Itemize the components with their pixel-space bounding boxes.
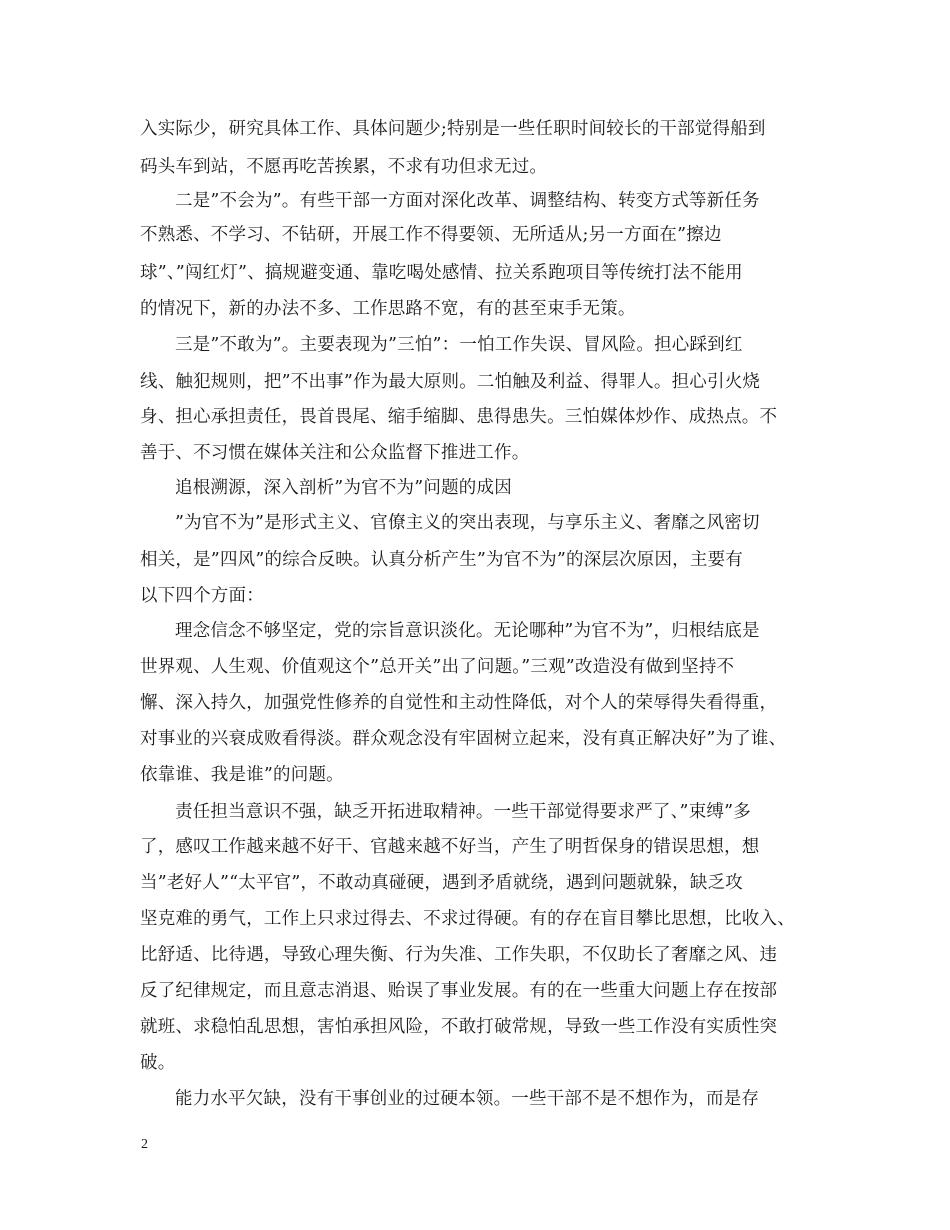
text-line: 了，感叹工作越来越不好干、官越来越不好当，产生了明哲保身的错误思想，想 bbox=[140, 837, 760, 857]
text-line: 对事业的兴衰成败看得淡。群众观念没有牢固树立起来，没有真正解决好”为了谁、 bbox=[140, 729, 787, 749]
paragraph-first-line: 二是”不会为”。有些干部一方面对深化改革、调整结构、转变方式等新任务 bbox=[175, 191, 760, 211]
page-number: 2 bbox=[141, 1137, 148, 1152]
text-line: 以下四个方面： bbox=[140, 586, 264, 606]
text-line: 依靠谁、我是谁”的问题。 bbox=[140, 765, 344, 785]
section-heading: 追根溯源，深入剖析”为官不为”问题的成因 bbox=[175, 478, 512, 498]
paragraph-first-line: 责任担当意识不强，缺乏开拓进取精神。一些干部觉得要求严了、”束缚”多 bbox=[175, 802, 751, 822]
text-line: 不熟悉、不学习、不钻研，开展工作不得要领、无所适从;另一方面在”擦边 bbox=[140, 225, 722, 245]
paragraph-first-line: 能力水平欠缺，没有干事创业的过硬本领。一些干部不是不想作为，而是存 bbox=[175, 1089, 760, 1109]
text-line: 码头车到站，不愿再吃苦挨累，不求有功但求无过。 bbox=[140, 157, 548, 177]
paragraph-first-line: ”为官不为”是形式主义、官僚主义的突出表现，与享乐主义、奢靡之风密切 bbox=[175, 513, 760, 533]
text-line: 的情况下，新的办法不多、工作思路不宽，有的甚至束手无策。 bbox=[140, 299, 636, 319]
text-line: 坚克难的勇气，工作上只求过得去、不求过得硬。有的存在盲目攀比思想，比收入、 bbox=[140, 909, 795, 929]
text-line: 入实际少，研究具体工作、具体问题少;特别是一些任职时间较长的干部觉得船到 bbox=[140, 119, 766, 139]
text-line: 破。 bbox=[140, 1053, 176, 1073]
text-line: 比舒适、比待遇，导致心理失衡、行为失准、工作失职，不仅助长了奢靡之风、违 bbox=[140, 945, 778, 965]
text-line: 就班、求稳怕乱思想，害怕承担风险，不敢打破常规，导致一些工作没有实质性突 bbox=[140, 1017, 778, 1037]
text-line: 懈、深入持久，加强党性修养的自觉性和主动性降低，对个人的荣辱得失看得重， bbox=[140, 693, 778, 713]
text-line: 身、担心承担责任，畏首畏尾、缩手缩脚、患得患失。三怕媒体炒作、成热点。不 bbox=[140, 407, 778, 427]
paragraph-first-line: 三是”不敢为”。主要表现为”三怕”：一怕工作失误、冒风险。担心踩到红 bbox=[175, 335, 743, 355]
text-line: 球”、”闯红灯”、搞规避变通、靠吃喝处感情、拉关系跑项目等传统打法不能用 bbox=[140, 263, 743, 283]
paragraph-first-line: 理念信念不够坚定，党的宗旨意识淡化。无论哪种”为官不为”，归根结底是 bbox=[175, 621, 760, 641]
text-line: 线、触犯规则，把”不出事”作为最大原则。二怕触及利益、得罪人。担心引火烧 bbox=[140, 372, 761, 392]
text-line: 世界观、人生观、价值观这个”总开关”出了问题。”三观”改造没有做到坚持不 bbox=[140, 657, 735, 677]
text-line: 善于、不习惯在媒体关注和公众监督下推进工作。 bbox=[140, 443, 530, 463]
text-line: 相关，是”四风”的综合反映。认真分析产生”为官不为”的深层次原因，主要有 bbox=[140, 550, 743, 570]
text-line: 反了纪律规定，而且意志消退、贻误了事业发展。有的在一些重大问题上存在按部 bbox=[140, 981, 778, 1001]
text-line: 当”老好人”“太平官”，不敢动真碰硬，遇到矛盾就绕，遇到问题就躲，缺乏攻 bbox=[140, 873, 743, 893]
